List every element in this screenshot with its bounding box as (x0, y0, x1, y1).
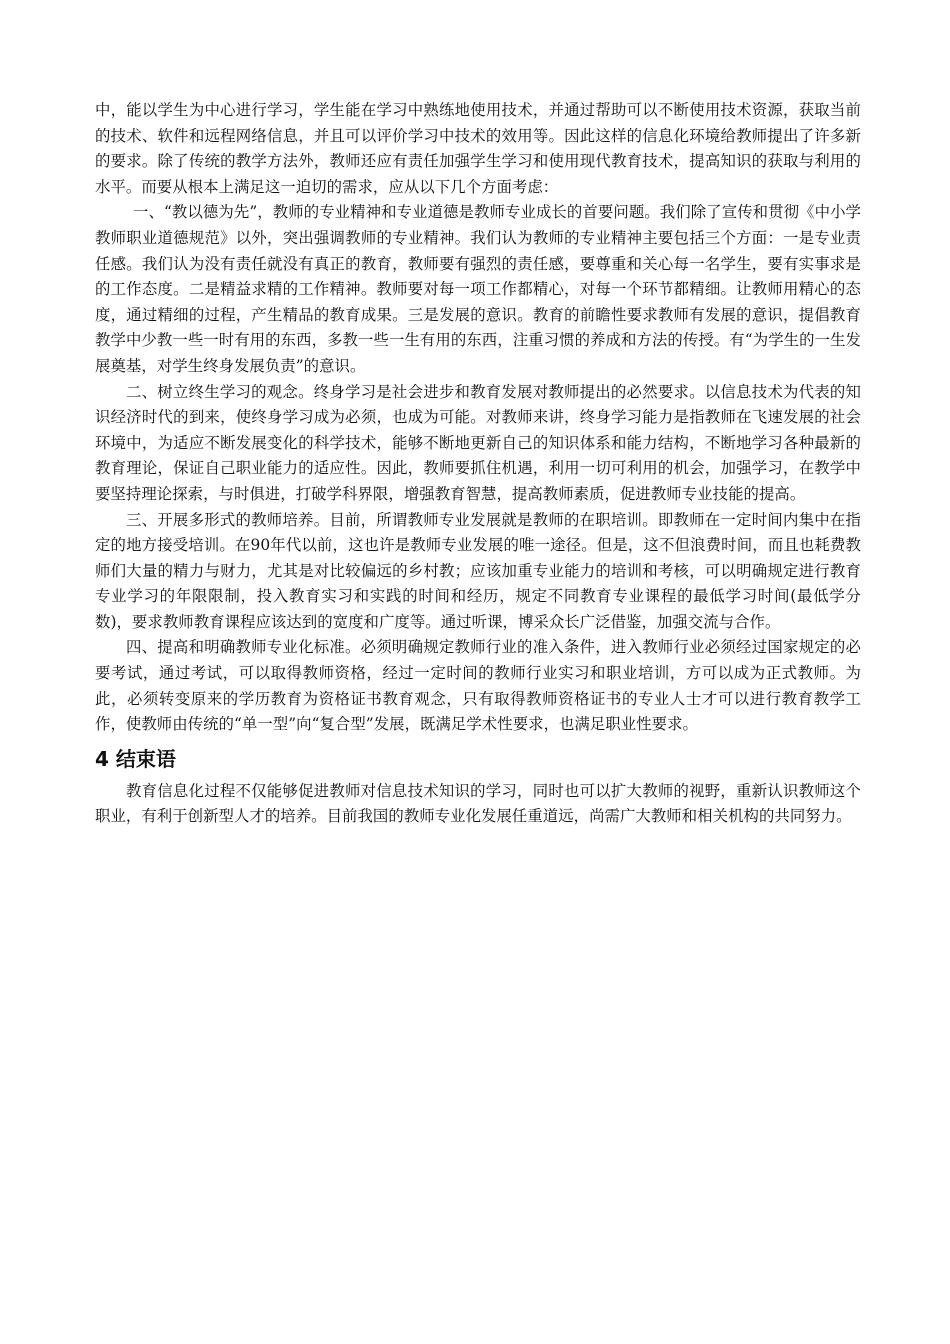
paragraph-point-one: 一、“教以德为先”，教师的专业精神和专业道德是教师专业成长的首要问题。我们除了宣传和贯彻《中小学教师职业道德规范》以外，突出强调教师的专业精神。我们认为教师的专业精神主要包括三个方面：一是专业责任感。我们认为没有责任就没有真正的教育，教师要有强烈的责任感，要尊重和关心每一名学生，要有实事求是的工作态度。二是精益求精的工作精神。教师要对每一项工作都精心，对每一个环节都精细。让教师用精心的态度，通过精细的过程，产生精品的教育成果。三是发展的意识。教育的前瞻性要求教师有发展的意识，提倡教育教学中少教一些一时有用的东西，多教一些一生有用的东西，注重习惯的养成和方法的传授。有“为学生的一生发展奠基，对学生终身发展负责”的意识。 (95, 203, 861, 375)
paragraph-point-three: 三、开展多形式的教师培养。目前，所谓教师专业发展就是教师的在职培训。即教师在一定时间内集中在指定的地方接受培训。在90年代以前，这也许是教师专业发展的唯一途径。但是，这不但浪费时间，而且也耗费教师们大量的精力与财力，尤其是对比较偏远的乡村教；应该加重专业能力的培训和考核，可以明确规定进行教育专业学习的年限限制，投入教育实习和实践的时间和经历，规定不同教育专业课程的最低学习时间(最低学分数)，要求教师教育课程应该达到的宽度和广度等。通过听课，博采众长广泛借鉴，加强交流与合作。 (95, 510, 861, 631)
paragraph-point-two: 二、树立终生学习的观念。终身学习是社会进步和教育发展对教师提出的必然要求。以信息技术为代表的知识经济时代的到来，使终身学习成为必须，也成为可能。对教师来讲，终身学习能力是指教师在飞速发展的社会环境中，为适应不断发展变化的科学技术，能够不断地更新自己的知识体系和能力结构，不断地学习各种最新的教育理论，保证自己职业能力的适应性。因此，教师要抓住机遇，利用一切可利用的机会，加强学习，在教学中要坚持理论探索，与时俱进，打破学科界限，增强教育智慧，提高教师素质，促进教师专业技能的提高。 (95, 382, 861, 503)
paragraph-conclusion: 教育信息化过程不仅能够促进教师对信息技术知识的学习，同时也可以扩大教师的视野，重新认识教师这个职业，有利于创新型人才的培养。目前我国的教师专业化发展任重道远，尚需广大教师和相关机构的共同努力。 (95, 781, 861, 826)
paragraph-point-four: 四、提高和明确教师专业化标准。必须明确规定教师行业的准入条件，进入教师行业必须经过国家规定的必要考试，通过考试，可以取得教师资格，经过一定时间的教师行业实习和职业培训，方可以成为正式教师。为此，必须转变原来的学历教育为资格证书教育观念，只有取得教师资格证书的专业人士才可以进行教育教学工作，使教师由传统的“单一型”向“复合型”发展，既满足学术性要求，也满足职业性要求。 (95, 638, 861, 734)
document-page (95, 98, 861, 830)
paragraph-intro-continuation: 中，能以学生为中心进行学习，学生能在学习中熟练地使用技术，并通过帮助可以不断使用技术资源，获取当前的技术、软件和远程网络信息，并且可以评价学习中技术的效用等。因此这样的信息化环境给教师提出了许多新的要求。除了传统的教学方法外，教师还应有责任加强学生学习和使用现代教育技术，提高知识的获取与利用的水平。而要从根本上满足这一迫切的需求，应从以下几个方面考虑： (95, 101, 861, 196)
section-heading-conclusion: 4 结束语 (95, 746, 176, 771)
